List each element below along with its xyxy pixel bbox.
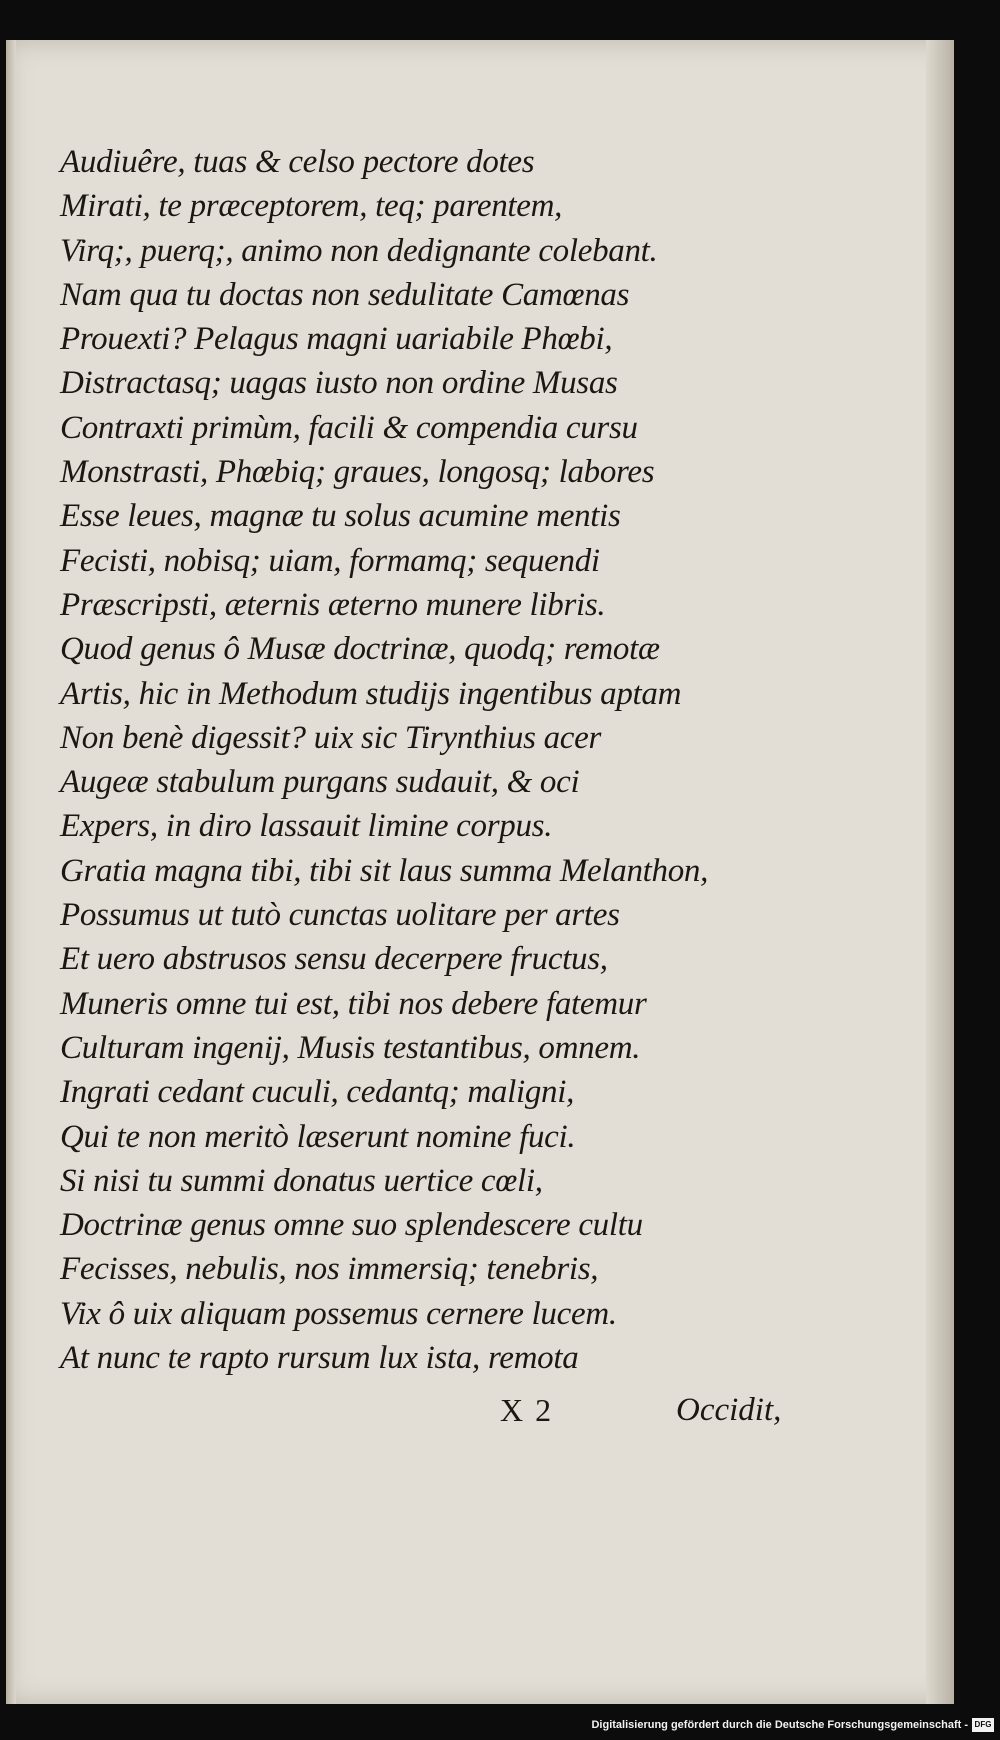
- catchword: Occidit,: [676, 1392, 782, 1428]
- verse-line: Qui te non meritò læserunt nomine fuci.: [60, 1118, 576, 1155]
- verse-line: Audiuêre, tuas & celso pectore dotes: [60, 144, 535, 180]
- verse-line: Possumus ut tutò cunctas uolitare per artes: [60, 897, 620, 934]
- verse-line: Prouexti? Pelagus magni uariabile Phœbi,: [60, 321, 613, 358]
- verse-line: Quod genus ô Musæ doctrinæ, quodq; remotæ: [60, 631, 660, 668]
- verse-line: Artis, hic in Methodum studijs ingentibus aptam: [60, 675, 682, 712]
- verse-line: Muneris omne tui est, tibi nos debere fatemur: [60, 985, 647, 1022]
- verse-line: Mirati, te præceptorem, teq; parentem,: [60, 188, 563, 225]
- funding-credit: Digitalisierung gefördert durch die Deutsche Forschungsgemeinschaft -: [591, 1719, 968, 1731]
- page-edge-shadow: [926, 40, 954, 1704]
- verse-line: Fecisti, nobisq; uiam, formamq; sequendi: [60, 542, 600, 579]
- poem-text: [60, 140, 900, 1380]
- verse-line: Esse leues, magnæ tu solus acumine mentis: [60, 498, 621, 535]
- verse-line: Vix ô uix aliquam possemus cernere lucem.: [60, 1295, 617, 1332]
- verse-line: Virq;, puerq;, animo non dedignante colebant.: [60, 232, 658, 269]
- verse-line: Culturam ingenij, Musis testantibus, omnem.: [60, 1029, 641, 1066]
- verse-line: Gratia magna tibi, tibi sit laus summa Melanthon,: [60, 852, 709, 889]
- verse-line: Expers, in diro lassauit limine corpus.: [60, 808, 553, 845]
- verse-line: Ingrati cedant cuculi, cedantq; maligni,: [60, 1074, 575, 1111]
- verse-line: Non benè digessit? uix sic Tirynthius acer: [60, 719, 602, 756]
- verse-line: Nam qua tu doctas non sedulitate Camœnas: [60, 276, 630, 313]
- credit-bar: [0, 1710, 1000, 1740]
- verse-line: Doctrinæ genus omne suo splendescere cultu: [60, 1207, 643, 1244]
- dfg-logo-icon: DFG: [972, 1718, 994, 1732]
- page-gutter-shadow: [6, 40, 16, 1704]
- verse-line: Præscripsti, æternis æterno munere libris.: [60, 586, 606, 623]
- verse-line: At nunc te rapto rursum lux ista, remota: [60, 1340, 579, 1377]
- verse-line: Fecisses, nebulis, nos immersiq; tenebris,: [60, 1251, 599, 1288]
- verse-line: Distractasq; uagas iusto non ordine Musas: [60, 365, 618, 402]
- book-page: [6, 40, 954, 1704]
- signature-mark: X 2: [500, 1392, 554, 1428]
- verse-line: Monstrasti, Phœbiq; graues, longosq; labores: [60, 454, 655, 491]
- verse-line: Si nisi tu summi donatus uertice cœli,: [60, 1162, 543, 1199]
- verse-line: Et uero abstrusos sensu decerpere fructus,: [60, 941, 608, 978]
- page-footer: [6, 1388, 954, 1432]
- verse-line: Contraxti primùm, facili & compendia cursu: [60, 409, 638, 446]
- verse-line: Augeæ stabulum purgans sudauit, & oci: [60, 764, 580, 801]
